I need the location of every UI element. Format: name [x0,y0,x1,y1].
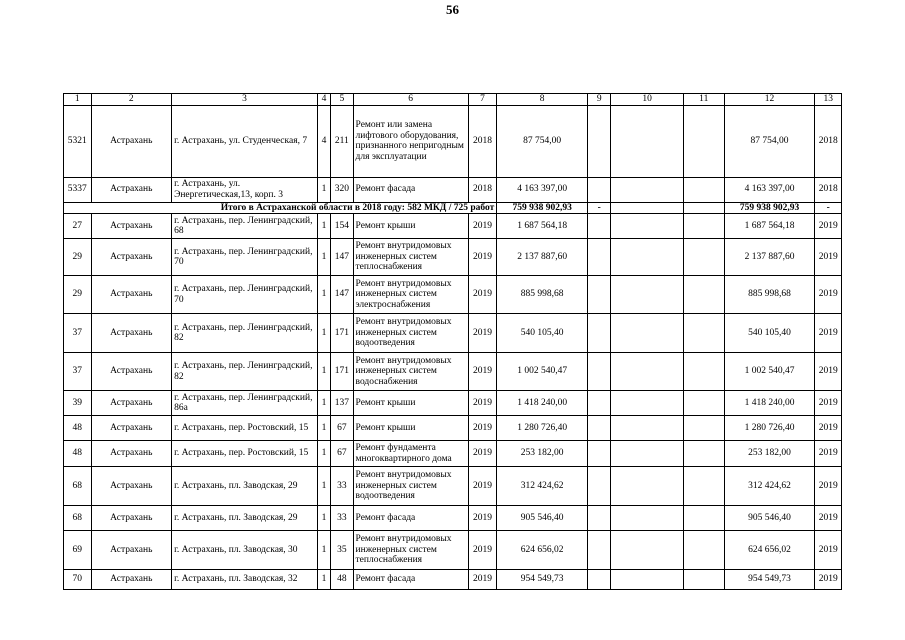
cell-city: Астрахань [91,441,172,467]
cell-year-end: 2019 [815,441,842,467]
cell-amount: 540 105,40 [497,314,588,353]
cell-col9 [588,353,611,391]
cell-col9 [588,239,611,276]
cell-col10 [611,214,683,239]
cell-col9 [588,177,611,202]
column-header: 9 [588,94,611,106]
cell-total: 905 546,40 [724,506,815,531]
cell-city: Астрахань [91,177,172,202]
cell-number: 29 [64,276,92,314]
column-header: 3 [172,94,318,106]
cell-total: 312 424,62 [724,467,815,506]
cell-city: Астрахань [91,353,172,391]
cell-city: Астрахань [91,391,172,416]
cell-address: г. Астрахань, пер. Ленинградский, 70 [172,276,318,314]
cell-number: 39 [64,391,92,416]
column-header: 4 [317,94,330,106]
cell-amount: 87 754,00 [497,105,588,177]
cell-year-end: 2019 [815,416,842,441]
cell-address: г. Астрахань, пл. Заводская, 29 [172,506,318,531]
cell-year-end: 2018 [815,177,842,202]
cell-col9 [588,531,611,570]
cell-amount: 2 137 887,60 [497,239,588,276]
cell-col5: 67 [331,441,353,467]
column-header: 6 [353,94,468,106]
cell-col4: 1 [317,506,330,531]
cell-amount: 1 280 726,40 [497,416,588,441]
cell-amount: 954 549,73 [497,570,588,590]
cell-year: 2019 [468,276,497,314]
cell-city: Астрахань [91,531,172,570]
cell-col4: 1 [317,570,330,590]
cell-work-type: Ремонт внутридомовых инженерных систем водоснабжения [353,353,468,391]
cell-address: г. Астрахань, пер. Ростовский, 15 [172,441,318,467]
cell-col9 [588,467,611,506]
cell-col5: 171 [331,314,353,353]
cell-col10 [611,314,683,353]
rows-2018 [64,105,842,202]
rows-2019 [64,214,842,590]
cell-col5: 171 [331,353,353,391]
total-label: Итого в Астраханской области в 2018 году: 582 МКД / 725 работ [64,202,497,214]
table-row [64,391,842,416]
cell-total: 1 280 726,40 [724,416,815,441]
cell-col5: 48 [331,570,353,590]
cell-year-end: 2019 [815,314,842,353]
cell-total: 1 002 540,47 [724,353,815,391]
cell-city: Астрахань [91,416,172,441]
table-row [64,416,842,441]
cell-number: 37 [64,353,92,391]
cell-work-type: Ремонт внутридомовых инженерных систем водоотведения [353,314,468,353]
cell-address: г. Астрахань, пер. Ленинградский, 70 [172,239,318,276]
table-row [64,239,842,276]
cell-work-type: Ремонт или замена лифтового оборудования, признанного непригодным для эксплуатации [353,105,468,177]
cell-col11 [683,531,724,570]
cell-col11 [683,314,724,353]
cell-total: 2 137 887,60 [724,239,815,276]
cell-work-type: Ремонт внутридомовых инженерных систем теплоснабжения [353,239,468,276]
cell-col11 [683,391,724,416]
cell-amount: 312 424,62 [497,467,588,506]
cell-col11 [683,105,724,177]
cell-col10 [611,467,683,506]
cell-col9 [588,214,611,239]
cell-year-end: 2019 [815,570,842,590]
cell-year: 2018 [468,105,497,177]
cell-city: Астрахань [91,105,172,177]
table-row [64,276,842,314]
column-header: 12 [724,94,815,106]
cell-year: 2019 [468,441,497,467]
cell-city: Астрахань [91,239,172,276]
cell-col9 [588,570,611,590]
cell-year-end: 2019 [815,391,842,416]
total-sum: 759 938 902,93 [724,202,815,214]
table-row [64,214,842,239]
column-header: 7 [468,94,497,106]
cell-col4: 1 [317,214,330,239]
cell-col5: 33 [331,506,353,531]
column-header: 11 [683,94,724,106]
total-amount: 759 938 902,93 [497,202,588,214]
cell-col10 [611,416,683,441]
cell-col4: 1 [317,391,330,416]
cell-total: 87 754,00 [724,105,815,177]
cell-col5: 33 [331,467,353,506]
cell-year-end: 2019 [815,531,842,570]
cell-address: г. Астрахань, пер. Ленинградский, 82 [172,314,318,353]
column-header: 10 [611,94,683,106]
cell-col11 [683,177,724,202]
cell-col9 [588,506,611,531]
cell-col4: 1 [317,177,330,202]
cell-col4: 1 [317,239,330,276]
column-header: 5 [331,94,353,106]
cell-col5: 147 [331,239,353,276]
cell-total: 4 163 397,00 [724,177,815,202]
cell-col9 [588,441,611,467]
cell-col11 [683,214,724,239]
cell-year-end: 2019 [815,353,842,391]
cell-address: г. Астрахань, пер. Ленинградский, 86а [172,391,318,416]
cell-work-type: Ремонт крыши [353,416,468,441]
cell-year: 2019 [468,416,497,441]
total-year: - [815,202,842,214]
cell-number: 29 [64,239,92,276]
table-row [64,531,842,570]
column-header: 13 [815,94,842,106]
cell-work-type: Ремонт крыши [353,391,468,416]
table-row [64,177,842,202]
cell-amount: 253 182,00 [497,441,588,467]
cell-address: г. Астрахань, пер. Ленинградский, 82 [172,353,318,391]
cell-number: 48 [64,441,92,467]
cell-col11 [683,239,724,276]
cell-col9 [588,276,611,314]
cell-work-type: Ремонт фасада [353,570,468,590]
table-row [64,506,842,531]
cell-work-type: Ремонт внутридомовых инженерных систем электроснабжения [353,276,468,314]
cell-address: г. Астрахань, пл. Заводская, 32 [172,570,318,590]
cell-address: г. Астрахань, пл. Заводская, 29 [172,467,318,506]
cell-col10 [611,105,683,177]
cell-work-type: Ремонт внутридомовых инженерных систем водоотведения [353,467,468,506]
cell-address: г. Астрахань, пл. Заводская, 30 [172,531,318,570]
cell-col10 [611,441,683,467]
cell-col4: 1 [317,276,330,314]
cell-year: 2019 [468,570,497,590]
table-row [64,105,842,177]
cell-col10 [611,531,683,570]
cell-city: Астрахань [91,276,172,314]
cell-col4: 1 [317,314,330,353]
cell-total: 624 656,02 [724,531,815,570]
cell-address: г. Астрахань, ул. Студенческая, 7 [172,105,318,177]
cell-total: 540 105,40 [724,314,815,353]
cell-year: 2019 [468,239,497,276]
cell-year: 2019 [468,391,497,416]
cell-col10 [611,239,683,276]
cell-year: 2019 [468,214,497,239]
table-row [64,314,842,353]
table-row [64,353,842,391]
cell-amount: 4 163 397,00 [497,177,588,202]
cell-address: г. Астрахань, ул. Энергетическая,13, корп. 3 [172,177,318,202]
cell-number: 48 [64,416,92,441]
cell-col4: 4 [317,105,330,177]
cell-year: 2019 [468,506,497,531]
cell-year: 2019 [468,353,497,391]
cell-city: Астрахань [91,506,172,531]
cell-amount: 905 546,40 [497,506,588,531]
cell-year: 2019 [468,467,497,506]
cell-total: 253 182,00 [724,441,815,467]
cell-col11 [683,353,724,391]
cell-number: 5321 [64,105,92,177]
cell-work-type: Ремонт крыши [353,214,468,239]
cell-col11 [683,416,724,441]
cell-total: 1 687 564,18 [724,214,815,239]
cell-year-end: 2019 [815,214,842,239]
cell-amount: 1 687 564,18 [497,214,588,239]
cell-amount: 624 656,02 [497,531,588,570]
cell-number: 70 [64,570,92,590]
table-row [64,467,842,506]
column-number-row [64,94,842,106]
cell-year-end: 2018 [815,105,842,177]
cell-year-end: 2019 [815,467,842,506]
column-header: 2 [91,94,172,106]
cell-col9 [588,416,611,441]
cell-col4: 1 [317,531,330,570]
column-header: 8 [497,94,588,106]
cell-col5: 320 [331,177,353,202]
cell-amount: 1 002 540,47 [497,353,588,391]
cell-amount: 885 998,68 [497,276,588,314]
cell-col5: 67 [331,416,353,441]
cell-year-end: 2019 [815,506,842,531]
total-row [64,202,842,214]
cell-city: Астрахань [91,570,172,590]
cell-year: 2018 [468,177,497,202]
cell-city: Астрахань [91,314,172,353]
cell-total: 885 998,68 [724,276,815,314]
cell-col10 [611,506,683,531]
cell-col10 [611,570,683,590]
cell-col9 [588,314,611,353]
cell-col5: 35 [331,531,353,570]
page-number: 56 [446,2,459,17]
cell-col10 [611,276,683,314]
cell-col9 [588,391,611,416]
cell-number: 37 [64,314,92,353]
column-header: 1 [64,94,92,106]
cell-col4: 1 [317,353,330,391]
cell-col11 [683,506,724,531]
total-col11 [683,202,724,214]
cell-col4: 1 [317,467,330,506]
cell-number: 68 [64,467,92,506]
cell-col10 [611,353,683,391]
works-table [63,93,842,590]
cell-number: 5337 [64,177,92,202]
cell-year-end: 2019 [815,276,842,314]
cell-amount: 1 418 240,00 [497,391,588,416]
cell-address: г. Астрахань, пер. Ленинградский, 68 [172,214,318,239]
cell-year: 2019 [468,531,497,570]
cell-col9 [588,105,611,177]
cell-total: 1 418 240,00 [724,391,815,416]
cell-city: Астрахань [91,467,172,506]
cell-year: 2019 [468,314,497,353]
cell-col5: 137 [331,391,353,416]
cell-col11 [683,570,724,590]
cell-col5: 211 [331,105,353,177]
cell-work-type: Ремонт фасада [353,177,468,202]
cell-col10 [611,391,683,416]
cell-number: 68 [64,506,92,531]
cell-col4: 1 [317,441,330,467]
cell-number: 69 [64,531,92,570]
cell-city: Астрахань [91,214,172,239]
cell-number: 27 [64,214,92,239]
cell-total: 954 549,73 [724,570,815,590]
total-section [64,202,842,214]
cell-col5: 147 [331,276,353,314]
cell-work-type: Ремонт фасада [353,506,468,531]
cell-work-type: Ремонт фундамента многоквартирного дома [353,441,468,467]
cell-col11 [683,441,724,467]
table-row [64,570,842,590]
cell-col5: 154 [331,214,353,239]
total-col10 [611,202,683,214]
cell-col10 [611,177,683,202]
cell-col4: 1 [317,416,330,441]
cell-col11 [683,467,724,506]
cell-address: г. Астрахань, пер. Ростовский, 15 [172,416,318,441]
cell-col11 [683,276,724,314]
table-row [64,441,842,467]
cell-year-end: 2019 [815,239,842,276]
cell-work-type: Ремонт внутридомовых инженерных систем теплоснабжения [353,531,468,570]
total-col9: - [588,202,611,214]
